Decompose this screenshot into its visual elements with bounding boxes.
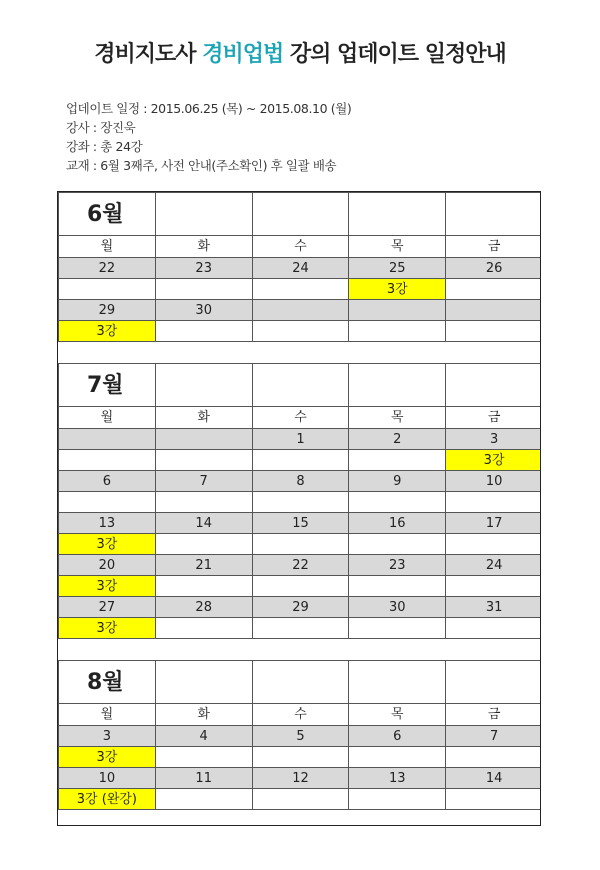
event-cell — [252, 789, 349, 810]
event-cell — [349, 492, 446, 513]
month-header-row — [59, 364, 542, 407]
weekday-label: 화 — [155, 236, 252, 258]
event-cell — [155, 618, 252, 639]
event-cell — [155, 279, 252, 300]
event-cell — [252, 534, 349, 555]
event-cell — [252, 747, 349, 768]
event-cell — [155, 321, 252, 342]
date-cell: 30 — [155, 300, 252, 321]
date-row — [59, 258, 542, 279]
month-label: 8월 — [59, 661, 156, 704]
schedule-calendar — [57, 191, 541, 826]
header-blank-cell — [349, 661, 446, 704]
date-cell — [59, 429, 156, 450]
date-cell: 15 — [252, 513, 349, 534]
header-blank-cell — [349, 364, 446, 407]
date-cell: 20 — [59, 555, 156, 576]
date-row — [59, 726, 542, 747]
event-cell — [155, 534, 252, 555]
header-blank-cell — [446, 193, 541, 236]
date-cell: 7 — [446, 726, 541, 747]
title-suffix: 강의 업데이트 일정안내 — [283, 42, 506, 67]
date-cell: 22 — [59, 258, 156, 279]
event-cell — [252, 321, 349, 342]
event-row — [59, 492, 542, 513]
header-blank-cell — [252, 364, 349, 407]
date-cell: 13 — [59, 513, 156, 534]
date-cell: 8 — [252, 471, 349, 492]
weekday-row — [59, 704, 542, 726]
event-cell — [155, 492, 252, 513]
date-cell: 30 — [349, 597, 446, 618]
date-row — [59, 768, 542, 789]
event-cell — [446, 618, 541, 639]
date-cell: 14 — [155, 513, 252, 534]
month-header-row — [59, 193, 542, 236]
event-row — [59, 576, 542, 597]
event-cell — [59, 279, 156, 300]
date-cell: 21 — [155, 555, 252, 576]
date-cell — [252, 300, 349, 321]
month-header-row — [59, 661, 542, 704]
title-prefix: 경비지도사 — [94, 42, 203, 67]
date-cell: 4 — [155, 726, 252, 747]
event-cell — [252, 279, 349, 300]
event-cell — [349, 789, 446, 810]
date-cell: 22 — [252, 555, 349, 576]
date-cell: 29 — [59, 300, 156, 321]
header-blank-cell — [252, 661, 349, 704]
weekday-row — [59, 407, 542, 429]
event-cell — [349, 534, 446, 555]
date-cell: 24 — [252, 258, 349, 279]
lecture-cell: 3강 (완강) — [59, 789, 156, 810]
weekday-label: 수 — [252, 407, 349, 429]
event-cell — [446, 321, 541, 342]
lecture-cell: 3강 — [59, 321, 156, 342]
lecture-cell: 3강 — [59, 618, 156, 639]
weekday-row — [59, 236, 542, 258]
weekday-label: 목 — [349, 704, 446, 726]
event-cell — [446, 747, 541, 768]
event-cell — [59, 450, 156, 471]
event-cell — [252, 492, 349, 513]
spacer-cell — [59, 342, 542, 364]
event-row — [59, 450, 542, 471]
weekday-label: 화 — [155, 407, 252, 429]
date-cell: 9 — [349, 471, 446, 492]
event-cell — [349, 450, 446, 471]
event-cell — [446, 279, 541, 300]
header-blank-cell — [446, 364, 541, 407]
month-label: 6월 — [59, 193, 156, 236]
event-cell — [349, 576, 446, 597]
event-row — [59, 321, 542, 342]
lecture-cell: 3강 — [59, 576, 156, 597]
date-cell: 28 — [155, 597, 252, 618]
date-cell: 5 — [252, 726, 349, 747]
date-cell: 14 — [446, 768, 541, 789]
date-cell: 6 — [349, 726, 446, 747]
date-cell: 23 — [349, 555, 446, 576]
page-title — [0, 40, 600, 70]
lecture-cell: 3강 — [349, 279, 446, 300]
weekday-label: 월 — [59, 407, 156, 429]
update-period: 업데이트 일정 : 2015.06.25 (목) ~ 2015.08.10 (월) — [66, 101, 352, 116]
date-row — [59, 300, 542, 321]
lecture-cell: 3강 — [59, 747, 156, 768]
month-spacer — [59, 639, 542, 661]
date-row — [59, 513, 542, 534]
date-cell: 29 — [252, 597, 349, 618]
weekday-label: 화 — [155, 704, 252, 726]
weekday-label: 수 — [252, 236, 349, 258]
date-cell: 24 — [446, 555, 541, 576]
lecture-count: 강좌 : 총 24강 — [66, 139, 143, 154]
event-cell — [155, 789, 252, 810]
event-row — [59, 789, 542, 810]
date-cell — [155, 429, 252, 450]
date-row — [59, 555, 542, 576]
date-cell: 26 — [446, 258, 541, 279]
event-cell — [155, 747, 252, 768]
date-cell: 7 — [155, 471, 252, 492]
header-blank-cell — [155, 193, 252, 236]
date-row — [59, 471, 542, 492]
date-cell: 25 — [349, 258, 446, 279]
date-cell: 16 — [349, 513, 446, 534]
date-cell: 1 — [252, 429, 349, 450]
date-cell: 31 — [446, 597, 541, 618]
event-cell — [446, 492, 541, 513]
date-cell — [349, 300, 446, 321]
header-blank-cell — [155, 661, 252, 704]
event-cell — [155, 576, 252, 597]
event-cell — [446, 576, 541, 597]
month-label: 7월 — [59, 364, 156, 407]
lecture-cell: 3강 — [446, 450, 541, 471]
event-cell — [252, 618, 349, 639]
date-row — [59, 429, 542, 450]
date-cell: 10 — [446, 471, 541, 492]
date-row — [59, 597, 542, 618]
date-cell: 27 — [59, 597, 156, 618]
event-row — [59, 279, 542, 300]
event-cell — [155, 450, 252, 471]
weekday-label: 금 — [446, 704, 541, 726]
lecture-cell: 3강 — [59, 534, 156, 555]
date-cell: 17 — [446, 513, 541, 534]
date-cell: 12 — [252, 768, 349, 789]
weekday-label: 목 — [349, 236, 446, 258]
event-cell — [446, 789, 541, 810]
header-blank-cell — [446, 661, 541, 704]
weekday-label: 금 — [446, 407, 541, 429]
header-blank-cell — [252, 193, 349, 236]
date-cell: 2 — [349, 429, 446, 450]
calendar-table — [58, 192, 541, 810]
date-cell: 23 — [155, 258, 252, 279]
schedule-info — [66, 99, 351, 175]
event-row — [59, 747, 542, 768]
spacer-cell — [59, 639, 542, 661]
weekday-label: 수 — [252, 704, 349, 726]
event-row — [59, 534, 542, 555]
header-blank-cell — [349, 193, 446, 236]
date-cell — [446, 300, 541, 321]
event-cell — [349, 747, 446, 768]
instructor: 강사 : 장진욱 — [66, 120, 136, 135]
date-cell: 3 — [59, 726, 156, 747]
event-cell — [446, 534, 541, 555]
date-cell: 11 — [155, 768, 252, 789]
date-cell: 10 — [59, 768, 156, 789]
date-cell: 6 — [59, 471, 156, 492]
event-row — [59, 618, 542, 639]
header-blank-cell — [155, 364, 252, 407]
date-cell: 3 — [446, 429, 541, 450]
weekday-label: 월 — [59, 236, 156, 258]
event-cell — [349, 618, 446, 639]
event-cell — [252, 576, 349, 597]
date-cell: 13 — [349, 768, 446, 789]
event-cell — [349, 321, 446, 342]
weekday-label: 목 — [349, 407, 446, 429]
event-cell — [252, 450, 349, 471]
weekday-label: 금 — [446, 236, 541, 258]
textbook-note: 교재 : 6월 3째주, 사전 안내(주소확인) 후 일괄 배송 — [66, 158, 337, 173]
title-accent: 경비업법 — [202, 42, 284, 67]
month-spacer — [59, 342, 542, 364]
weekday-label: 월 — [59, 704, 156, 726]
event-cell — [59, 492, 156, 513]
